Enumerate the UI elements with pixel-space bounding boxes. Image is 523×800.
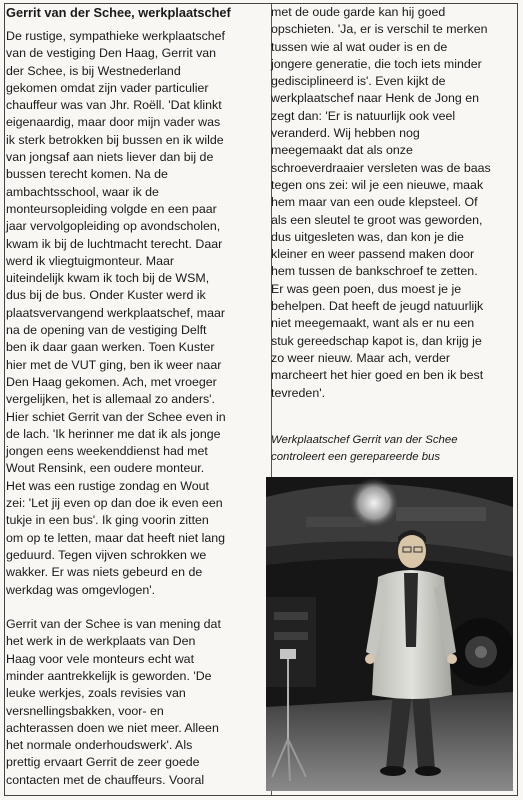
- right-column: [271, 4, 509, 402]
- left-column: [6, 4, 262, 789]
- article-photo: [266, 477, 513, 791]
- body-paragraph-3: met de oude garde kan hij goed opschieten. 'Ja, er is verschil te merken tussen wie al wat ouder is en de jongere generatie, die toch iets minder gedisciplineerd is'. Even kijkt de werkplaatschef naar Henk de Jong en zegt dan: 'Er is natuurlijk ook veel veranderd. Wij hebben nog meegemaakt dat als onze schroeverdraaier versleten was de baas tegen ons zei: wil je een nieuwe, maak hem maar van een oude klepsteel. Of als een sleutel te groot was geworden, dus uitgesleten was, dan kon je die kleiner en weer passend maken door hem tussen de bankschroef te zetten. Er was geen poen, dus moest je je behelpen. Dat heeft de jeugd natuurlijk niet meegemaakt, want als er nu een stuk gereedschap kapot is, dan krijg je zo weer nieuw. Maar ach, verder marcheert het hier goed en ben ik best tevreden'.: [271, 5, 491, 400]
- body-paragraph-2: Gerrit van der Schee is van mening dat het werk in de werkplaats van Den Haag voor vele monteurs echt wat minder aantrekkelijk is geworden. 'De leuke werkjes, zoals revisies van versnellingsbakken, voor- en achterassen doen we niet meer. Alleen het normale onderhoudswerk'. Als prettig ervaart Gerrit de zeer goede contacten met de chauffeurs. Vooral: [6, 617, 221, 787]
- photo-caption: Werkplaatschef Gerrit van der Schee controleert een gerepareerde bus: [271, 434, 458, 463]
- photo-illustration: [266, 477, 513, 791]
- article-title: Gerrit van der Schee, werkplaatschef: [6, 5, 231, 20]
- body-paragraph-1: De rustige, sympathieke werkplaatschef van de vestiging Den Haag, Gerrit van der Schee, is bij Westnederland gekomen omdat zijn vader particulier chauffeur was van Jhr. Roëll. 'Dat klinkt eigenaardig, maar door mijn vader was ik sterk betrokken bij bussen en ik wilde van jongsaf aan niets liever dan bij de bussen terecht komen. Na de ambachtsschool, waar ik de monteursopleiding volgde en een paar jaar vervolgopleiding op avondscholen, kwam ik bij de luchtmacht terecht. Daar werd ik vliegtuigmonteur. Maar uiteindelijk kwam ik toch bij de WSM, dus bij de bus. Onder Kuster werd ik plaatsvervangend werkplaatschef, maar na de opening van de vestiging Delft ben ik daar gaan werken. Toen Kuster hier met de VUT ging, ben ik weer naar Den Haag gekomen. Ach, met vroeger vergelijken, het is allemaal zo anders'. Hier schiet Gerrit van der Schee even in de lach. 'Ik herinner me dat ik als jonge jongen eens weekenddienst had met Wout Rensink, een oudere monteur. Het was een rustige zondag en Wout zei: 'Let jij even op dan doe ik even een tukje in een bus'. Ik ging voorin zitten om op te letten, maar dat heeft niet lang geduurd. Tegen vijven schrokken we wakker. Er was niets gebeurd en de werkdag was omgevlogen'.: [6, 29, 226, 597]
